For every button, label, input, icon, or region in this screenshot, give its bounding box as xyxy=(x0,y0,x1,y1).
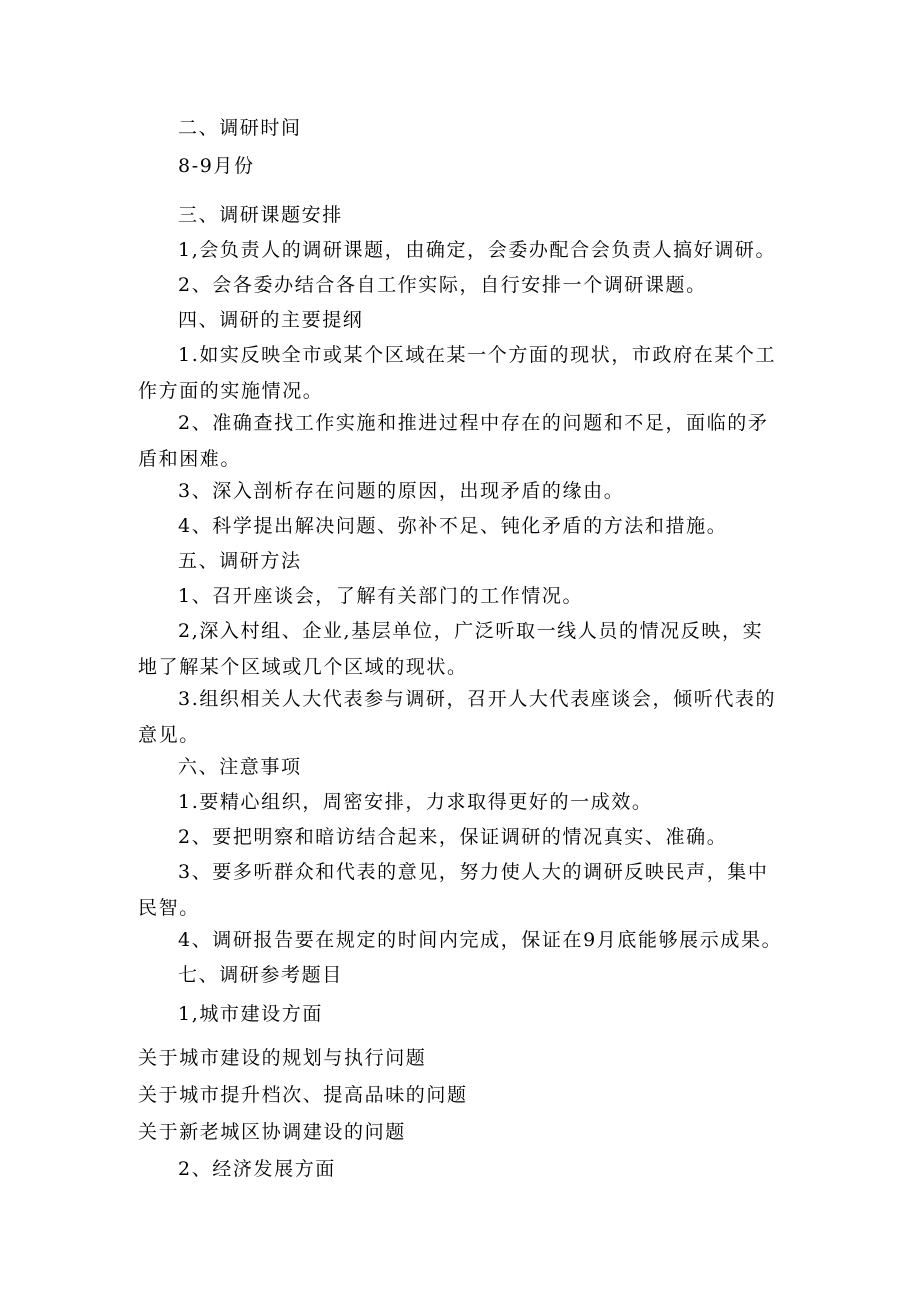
time-value: 8-9月份 xyxy=(178,155,255,177)
topic-item: 关于城市提升档次、提高品味的问题 xyxy=(138,1084,468,1106)
paragraph: 3、深入剖析存在问题的原因，出现矛盾的缘由。 xyxy=(178,480,625,502)
section-heading-time: 二、调研时间 xyxy=(178,117,302,139)
paragraph: 2,深入村组、企业,基层单位，广泛听取一线人员的情况反映，实地了解某个区域或几个区域的现状。 xyxy=(138,620,764,678)
paragraph: 1、召开座谈会，了解有关部门的工作情况。 xyxy=(178,585,584,607)
section-heading-outline: 四、调研的主要提纲 xyxy=(178,309,364,331)
section-heading-methods: 五、调研方法 xyxy=(178,550,302,572)
paragraph: 2、要把明察和暗访结合起来，保证调研的情况真实、准确。 xyxy=(178,826,728,848)
topic-item: 关于新老城区协调建设的问题 xyxy=(138,1121,406,1143)
section-heading-notes: 六、注意事项 xyxy=(178,756,302,778)
topic-item: 关于城市建设的规划与执行问题 xyxy=(138,1047,427,1069)
paragraph: 4、科学提出解决问题、弥补不足、钝化矛盾的方法和措施。 xyxy=(178,515,728,537)
subsection-heading: 2、经济发展方面 xyxy=(178,1158,336,1180)
paragraph: 3.组织相关人大代表参与调研，召开人大代表座谈会，倾听代表的意见。 xyxy=(138,688,777,746)
section-heading-topics: 三、调研课题安排 xyxy=(178,204,343,226)
paragraph: 4、调研报告要在规定的时间内完成，保证在9月底能够展示成果。 xyxy=(178,929,783,951)
subsection-heading: 1,城市建设方面 xyxy=(178,1003,323,1025)
paragraph: 1.如实反映全市或某个区域在某一个方面的现状，市政府在某个工作方面的实施情况。 xyxy=(138,344,777,402)
paragraph: 2、准确查找工作实施和推进过程中存在的问题和不足，面临的矛盾和困难。 xyxy=(138,412,769,470)
paragraph: 3、要多听群众和代表的意见，努力使人大的调研反映民声，集中民智。 xyxy=(138,861,769,919)
paragraph: 1.要精心组织，周密安排，力求取得更好的一成效。 xyxy=(178,791,653,813)
section-heading-reference-topics: 七、调研参考题目 xyxy=(178,964,343,986)
paragraph: 2、会各委办结合各自工作实际，自行安排一个调研课题。 xyxy=(178,274,707,296)
paragraph: 1,会负责人的调研课题，由确定，会委办配合会负责人搞好调研。 xyxy=(178,239,777,261)
